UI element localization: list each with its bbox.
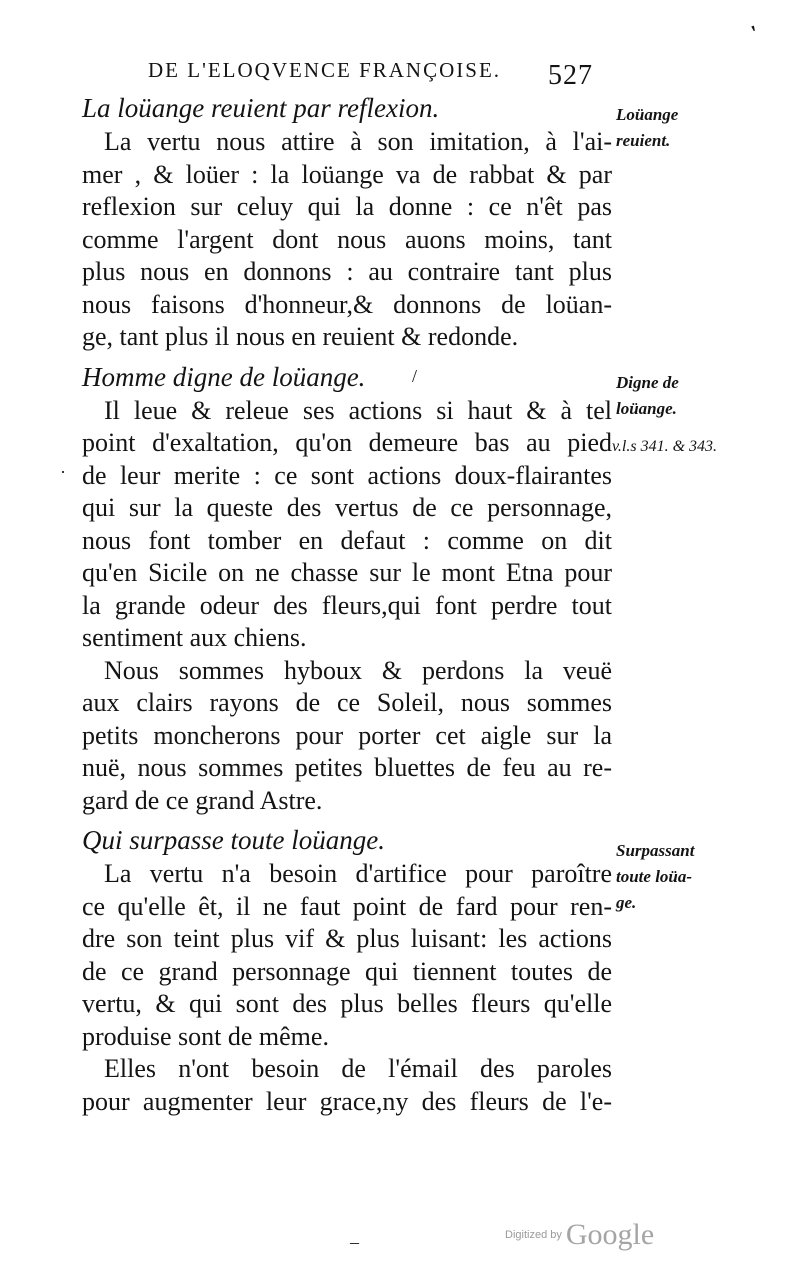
text-line: pour augmenter leur grace,ny des fleurs de l'e- [82,1086,612,1116]
margin-note-line: loüange. [616,399,677,418]
text-line: petits moncherons pour porter cet aigle sur la [82,720,612,750]
text-line: point d'exaltation, qu'on demeure bas au pied [82,428,612,457]
google-logo: Google [565,1218,655,1251]
running-title: DE L'ELOQVENCE FRANÇOISE. [148,58,502,82]
margin-note-line: Digne de [616,373,679,392]
main-text-column [82,90,612,1118]
text-line: gard de ce grand Astre. [82,785,323,815]
text-line: qu'en Sicile on ne chasse sur le mont Etna pour [82,558,612,587]
margin-note-line: Loüange [616,105,679,124]
text-line: mer , & loüer : la loüange va de rabbat & par [82,159,612,189]
text-line: Il leue & releue ses actions si haut & à tel [104,395,612,425]
text-line: nous font tomber en defaut : comme on dit [82,525,612,555]
margin-cross-reference: v.l.s 341. & 343. [612,438,718,455]
stray-mark: – [350,1232,359,1252]
text-line: sentiment aux chiens. [82,623,307,652]
text-line: La vertu nous attire à son imitation, à l'ai- [104,127,612,156]
text-line: Nous sommes hyboux & perdons la veuë [104,655,612,685]
section-heading: Qui surpasse toute loüange. [82,825,385,855]
text-line: ce qu'elle êt, il ne faut point de fard pour ren- [82,891,612,921]
margin-note-digne [616,370,679,422]
margin-note-line: Surpassant [616,841,695,860]
text-line: ge, tant plus il nous en reuient & redonde. [82,322,519,351]
text-line: Elles n'ont besoin de l'émail des paroles [104,1054,612,1083]
page-number: 527 [548,60,593,91]
text-line: comme l'argent dont nous auons moins, tant [82,224,612,254]
stray-mark: · [60,462,66,482]
margin-note-line: toute loüa- [616,867,693,886]
section-heading: Homme digne de loüange. [82,361,366,392]
text-line: reflexion sur celuy qui la donne : ce n'êt pas [82,192,612,221]
text-line: nous faisons d'honneur,& donnons de loüan- [82,289,612,319]
text-line: qui sur la queste des vertus de ce personnage, [82,493,612,522]
text-line: de ce grand personnage qui tiennent toutes de [82,956,612,986]
margin-note-surpassant [616,838,694,916]
text-line: nuë, nous sommes petites bluettes de feu au re- [82,753,612,782]
margin-note-line: reuient. [616,131,671,150]
digitized-by-text: Digitized by [505,1229,562,1241]
section-heading: La loüange reuient par reflexion. [82,93,440,123]
text-line: La vertu n'a besoin d'artifice pour paroître [104,859,612,888]
corner-mark: ' [747,19,763,46]
text-line: la grande odeur des fleurs,qui font perdre tout [82,590,612,620]
text-line: aux clairs rayons de ce Soleil, nous sommes [82,688,612,717]
text-line: plus nous en donnons : au contraire tant plus [82,257,612,286]
text-line: dre son teint plus vif & plus luisant: les actions [82,924,612,953]
text-line: de leur merite : ce sont actions doux-flairantes [82,460,612,490]
digitized-by-google-watermark [505,1218,654,1252]
stray-mark: / [412,366,418,386]
text-line: vertu, & qui sont des plus belles fleurs qu'elle [82,989,612,1018]
text-line: produise sont de même. [82,1021,329,1051]
margin-note-line: ge. [616,893,637,912]
margin-note-louange-reuient [616,102,678,154]
